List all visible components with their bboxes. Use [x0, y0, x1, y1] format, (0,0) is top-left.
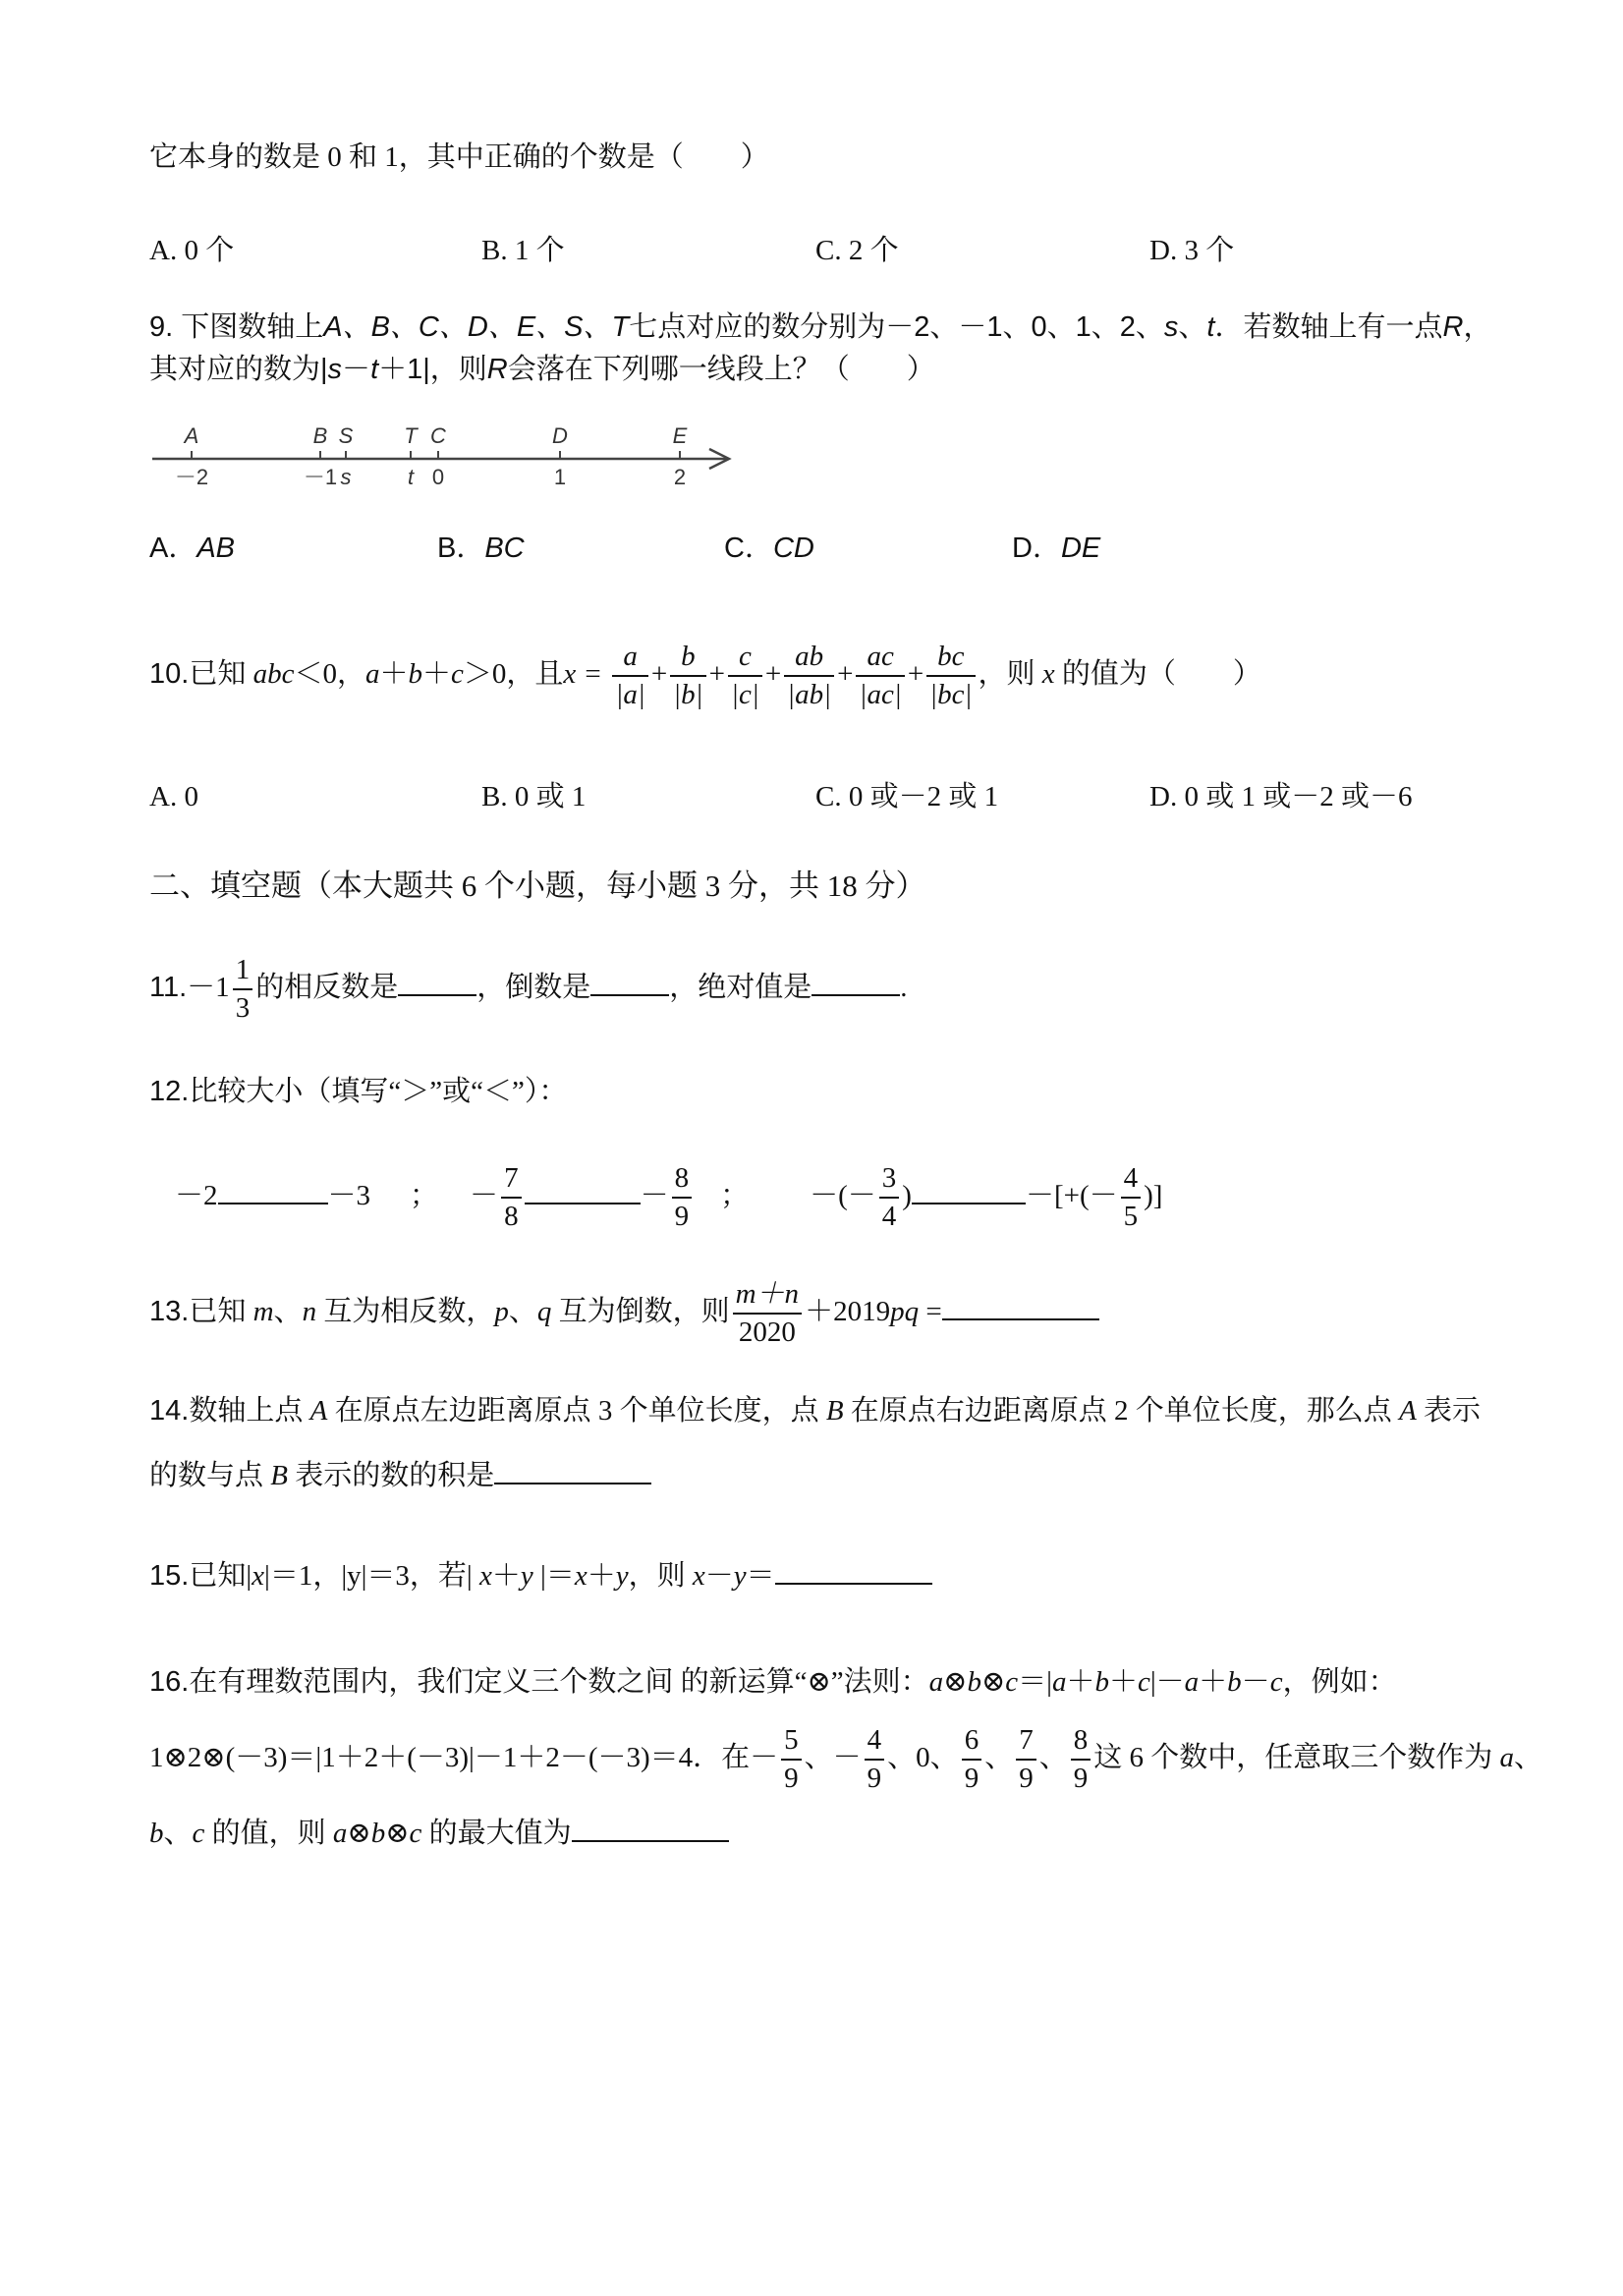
axis-value-s: s	[340, 465, 352, 489]
q14-line1: 14.数轴上点 A 在原点左边距离原点 3 个单位长度，点 B 在原点右边距离原点 2 个单位长度，那么点 A 表示	[149, 1395, 1482, 1427]
q9-option-c[interactable]: C．CD	[724, 532, 814, 564]
q11: 11.－1 $\frac{1}{3}$ 的相反数是 ，倒数是 ，绝对值是 .	[149, 954, 908, 1025]
axis-value-a: －2	[174, 465, 209, 489]
q8-option-a[interactable]: A. 0 个	[149, 235, 235, 266]
q10-frac-ac: $\frac{ac}{|ac|}$	[856, 643, 904, 709]
q8-option-c[interactable]: C. 2 个	[815, 235, 899, 266]
answer-blank[interactable]	[812, 969, 900, 996]
q10-frac-c: $\frac{c}{|c|}$	[728, 643, 762, 709]
answer-blank[interactable]	[775, 1557, 932, 1585]
q10-option-b[interactable]: B. 0 或 1	[481, 781, 587, 812]
q8-option-d[interactable]: D. 3 个	[1149, 235, 1235, 266]
q10-frac-b: $\frac{b}{|b|}$	[670, 643, 705, 709]
q8-option-b[interactable]: B. 1 个	[481, 235, 565, 266]
axis-letter-b: B	[312, 423, 328, 448]
axis-value-d: 1	[553, 465, 567, 489]
axis-letter-s: S	[338, 423, 354, 448]
q16-line3: b、c 的值，则 a⊗b⊗c 的最大值为	[149, 1814, 729, 1853]
answer-blank[interactable]	[942, 1293, 1099, 1320]
q10-frac-bc: $\frac{bc}{|bc|}$	[926, 643, 975, 709]
axis-letter-d: D	[552, 423, 568, 448]
q16-line2: 1⊗2⊗(－3)＝|1＋2＋(－3)|－1＋2－(－3)＝4．在－ $\frac{5}{9}$ 、－ $\frac{4}{9}$ 、0、 $\frac{6}{9}$ 、 $\frac{7}{9}$ 、 $\frac{8}{9}$ 这 6 个数中，任意取三个数作为 a、	[149, 1724, 1542, 1795]
axis-letter-c: C	[430, 423, 446, 448]
axis-letter-a: A	[184, 423, 199, 448]
answer-blank[interactable]	[590, 969, 669, 996]
answer-blank[interactable]	[494, 1457, 651, 1484]
q10-stem: 10.已知 abc＜0，a＋b＋c＞0，且x = $\frac{a}{|a|}$ + $\frac{b}{|b|}$ + $\frac{c}{|c|}$ + $\frac{ab}{|ab|}$ + $\frac{ac}{|ac|}$ + $\frac{bc}{|bc|}$ ，则 x 的值为（ ）	[149, 641, 1261, 711]
section-heading: 二、填空题（本大题共 6 个小题，每小题 3 分，共 18 分）	[149, 868, 926, 903]
axis-value-c: 0	[431, 465, 445, 489]
q8-tail: 它本身的数是 0 和 1，其中正确的个数是（ ）	[149, 141, 769, 173]
q10-option-d[interactable]: D. 0 或 1 或－2 或－6	[1149, 781, 1413, 812]
q9-option-a[interactable]: A．AB	[149, 532, 236, 564]
q14-line2: 的数与点 B 表示的数的积是	[149, 1456, 651, 1495]
q10-option-a[interactable]: A. 0	[149, 781, 198, 812]
answer-blank[interactable]	[525, 1177, 641, 1204]
q13: 13.已知 m、n 互为相反数，p、q 互为倒数，则 $\frac{m+n}{2020}$ ＋2019pq =	[149, 1267, 1099, 1356]
q9-option-d[interactable]: D．DE	[1012, 532, 1101, 564]
axis-letter-t: T	[404, 423, 418, 448]
q12-stem: 12.比较大小（填写“＞”或“＜”）：	[149, 1076, 568, 1107]
answer-blank[interactable]	[912, 1177, 1026, 1204]
q9-number-line	[147, 418, 747, 496]
axis-value-b: －1	[303, 465, 338, 489]
answer-blank[interactable]	[572, 1815, 729, 1842]
q9-line2: 其对应的数为|s－t＋1|，则R会落在下列哪一线段上？（ ）	[149, 354, 935, 385]
q10-frac-ab: $\frac{ab}{|ab|}$	[784, 643, 834, 709]
axis-value-e: 2	[673, 465, 687, 489]
answer-blank[interactable]	[218, 1177, 328, 1204]
q9-option-b[interactable]: B．BC	[437, 532, 525, 564]
answer-blank[interactable]	[398, 969, 476, 996]
q16-line1: 16.在有理数范围内，我们定义三个数之间 的新运算“⊗”法则：a⊗b⊗c＝|a＋b＋c|－a＋b－c，例如：	[149, 1666, 1397, 1698]
q9-line1: 9. 下图数轴上A、B、C、D、E、S、T七点对应的数分别为－2、－1、0、1、2、s、t．若数轴上有一点R，	[149, 311, 1492, 343]
axis-letter-e: E	[672, 423, 688, 448]
axis-value-t: t	[407, 465, 415, 489]
q10-frac-a: $\frac{a}{|a|}$	[612, 643, 647, 709]
q10-option-c[interactable]: C. 0 或－2 或 1	[815, 781, 999, 812]
q12-expressions: －2 －3 ； － $\frac{7}{8}$ － $\frac{8}{9}$ ； －(－ $\frac{3}{4}$ ) －[+(－ $\frac{4}{5}$ )]	[175, 1162, 1163, 1233]
q15: 15.已知|x|＝1，|y|＝3，若| x＋y |＝x＋y，则 x－y＝	[149, 1556, 932, 1596]
